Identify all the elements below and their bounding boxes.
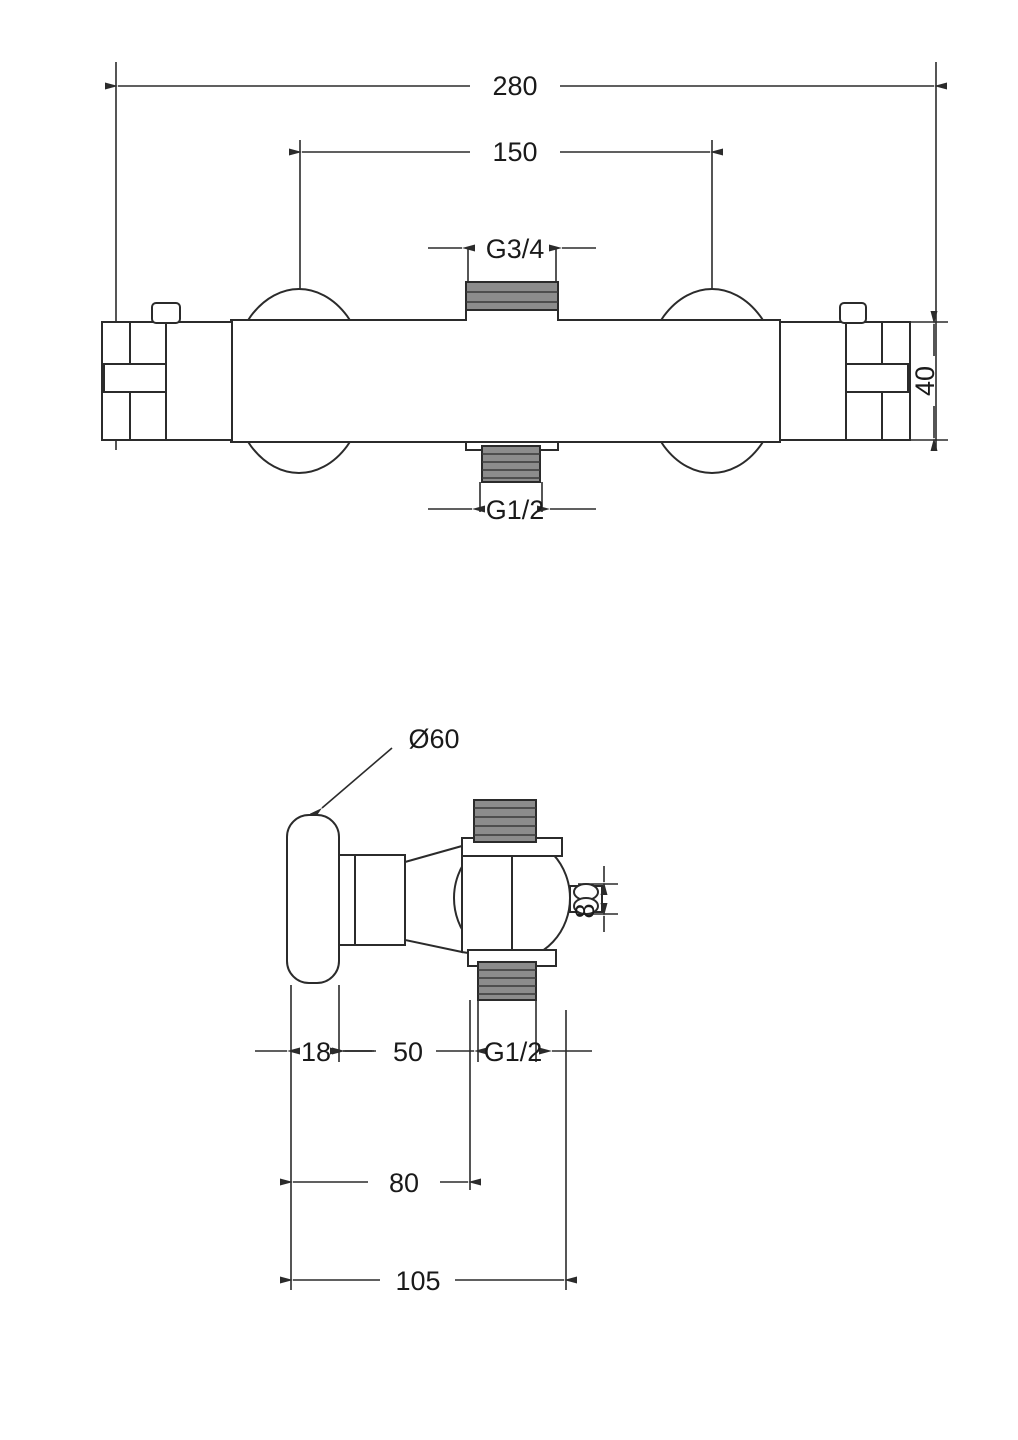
label-280: 280 — [492, 71, 538, 101]
front-view-geometry — [102, 62, 948, 512]
escutcheon-plate — [287, 815, 339, 983]
outlet-thread-side — [468, 950, 556, 1000]
label-150: 150 — [492, 137, 538, 167]
outlet-thread-graphic-front — [466, 442, 558, 482]
label-8: 8 — [570, 903, 600, 919]
label-50: 50 — [392, 1037, 424, 1067]
right-end-cap — [780, 303, 910, 440]
label-105: 105 — [395, 1266, 441, 1296]
label-80: 80 — [388, 1168, 420, 1198]
label-g34: G3/4 — [485, 234, 545, 264]
label-40: 40 — [910, 365, 940, 397]
label-18: 18 — [300, 1037, 332, 1067]
label-diameter-60: Ø60 — [408, 724, 460, 754]
wall-arm — [339, 855, 405, 945]
leader-diameter-60 — [322, 748, 392, 808]
label-g12-front: G1/2 — [485, 495, 545, 525]
left-end-cap — [102, 303, 232, 440]
label-g12-side: G1/2 — [483, 1037, 543, 1067]
inlet-thread-side — [462, 800, 562, 856]
mixer-body-front — [231, 310, 780, 442]
side-view-geometry — [255, 748, 618, 1290]
